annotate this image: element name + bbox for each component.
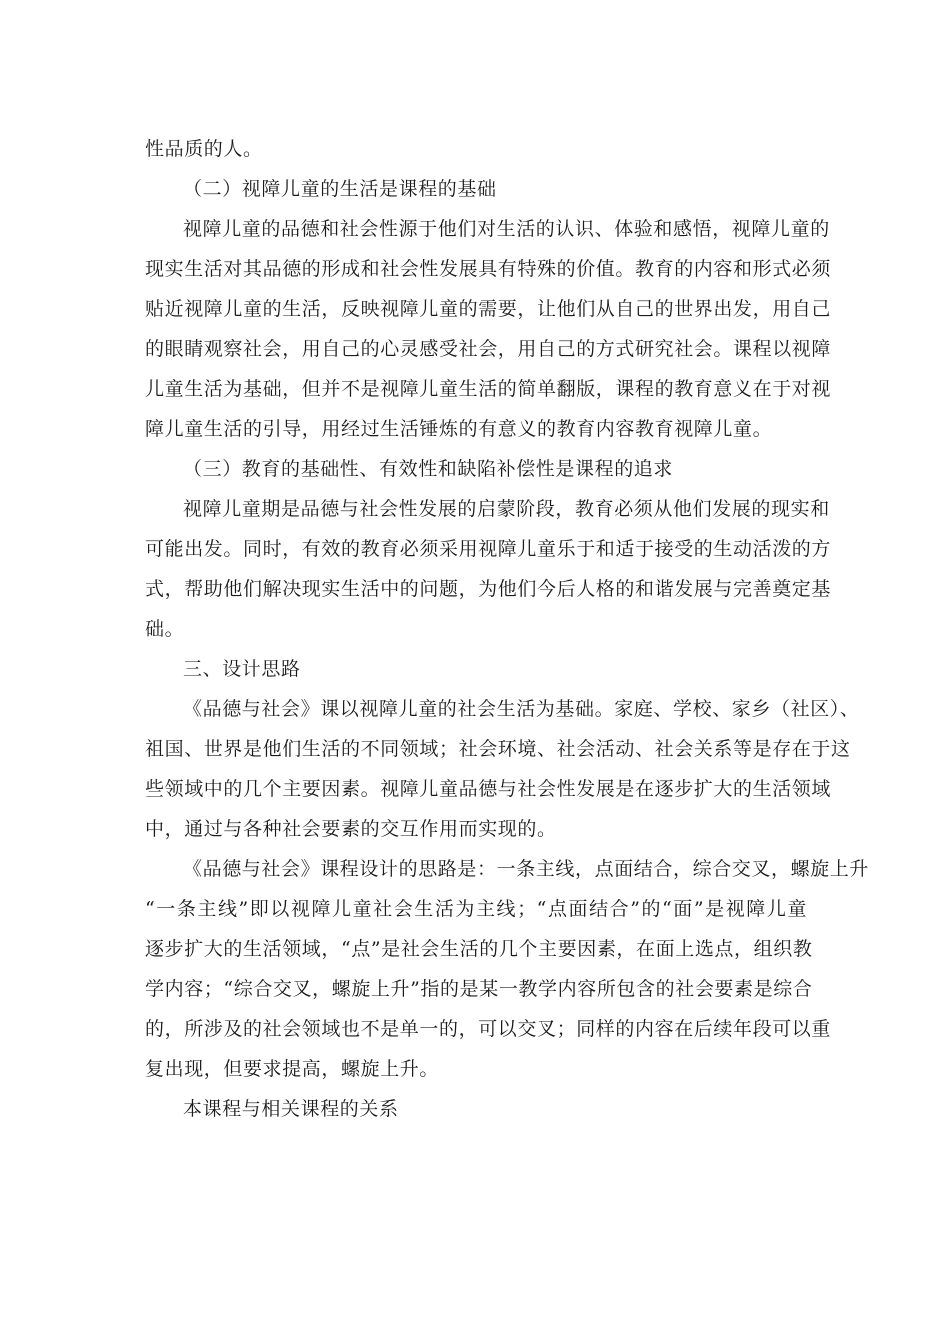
- paragraph-line: 《品德与社会》课程设计的思路是：一条主线，点面结合，综合交叉，螺旋上升: [183, 858, 870, 880]
- section-heading: （二）视障儿童的生活是课程的基础: [183, 178, 497, 200]
- paragraph-line: 学内容；“综合交叉，螺旋上升”指的是某一教学内容所包含的社会要素是综合: [145, 978, 813, 1000]
- paragraph-line: 复出现，但要求提高，螺旋上升。: [145, 1058, 440, 1080]
- paragraph-line: 现实生活对其品德的形成和社会性发展具有特殊的价值。教育的内容和形式必须: [145, 258, 832, 280]
- paragraph-line: 逐步扩大的生活领域，“点”是社会生活的几个主要因素，在面上选点，组织教: [145, 938, 813, 960]
- paragraph-line: 《品德与社会》课以视障儿童的社会生活为基础。家庭、学校、家乡（社区）、: [183, 698, 860, 720]
- paragraph-line: 些领域中的几个主要因素。视障儿童品德与社会性发展是在逐步扩大的生活领域: [145, 778, 832, 800]
- paragraph-line: 性品质的人。: [145, 138, 263, 160]
- paragraph-line: 祖国、世界是他们生活的不同领域；社会环境、社会活动、社会关系等是存在于这: [145, 738, 851, 760]
- paragraph-line: 贴近视障儿童的生活，反映视障儿童的需要，让他们从自己的世界出发，用自己: [145, 298, 832, 320]
- paragraph-line: 视障儿童的品德和社会性源于他们对生活的认识、体验和感悟，视障儿童的: [183, 218, 830, 240]
- paragraph-line: 础。: [145, 618, 185, 640]
- paragraph-line: 式，帮助他们解决现实生活中的问题，为他们今后人格的和谐发展与完善奠定基: [145, 578, 832, 600]
- paragraph-line: 儿童生活为基础，但并不是视障儿童生活的简单翻版，课程的教育意义在于对视: [145, 378, 832, 400]
- paragraph-line: 的眼睛观察社会，用自己的心灵感受社会，用自己的方式研究社会。课程以视障: [145, 338, 832, 360]
- paragraph-line: 可能出发。同时，有效的教育必须采用视障儿童乐于和适于接受的生动活泼的方: [145, 538, 832, 560]
- paragraph-line: 障儿童生活的引导，用经过生活锤炼的有意义的教育内容教育视障儿童。: [145, 418, 773, 440]
- section-heading: 三、设计思路: [183, 658, 301, 680]
- paragraph-line: 的，所涉及的社会领域也不是单一的，可以交叉；同样的内容在后续年段可以重: [145, 1018, 832, 1040]
- paragraph-line: 视障儿童期是品德与社会性发展的启蒙阶段，教育必须从他们发展的现实和: [183, 498, 830, 520]
- section-heading: 本课程与相关课程的关系: [183, 1098, 399, 1120]
- paragraph-line: 中，通过与各种社会要素的交互作用而实现的。: [145, 818, 557, 840]
- section-heading: （三）教育的基础性、有效性和缺陷补偿性是课程的追求: [183, 458, 674, 480]
- paragraph-line: “一条主线”即以视障儿童社会生活为主线；“点面结合”的“面”是视障儿童: [145, 898, 807, 920]
